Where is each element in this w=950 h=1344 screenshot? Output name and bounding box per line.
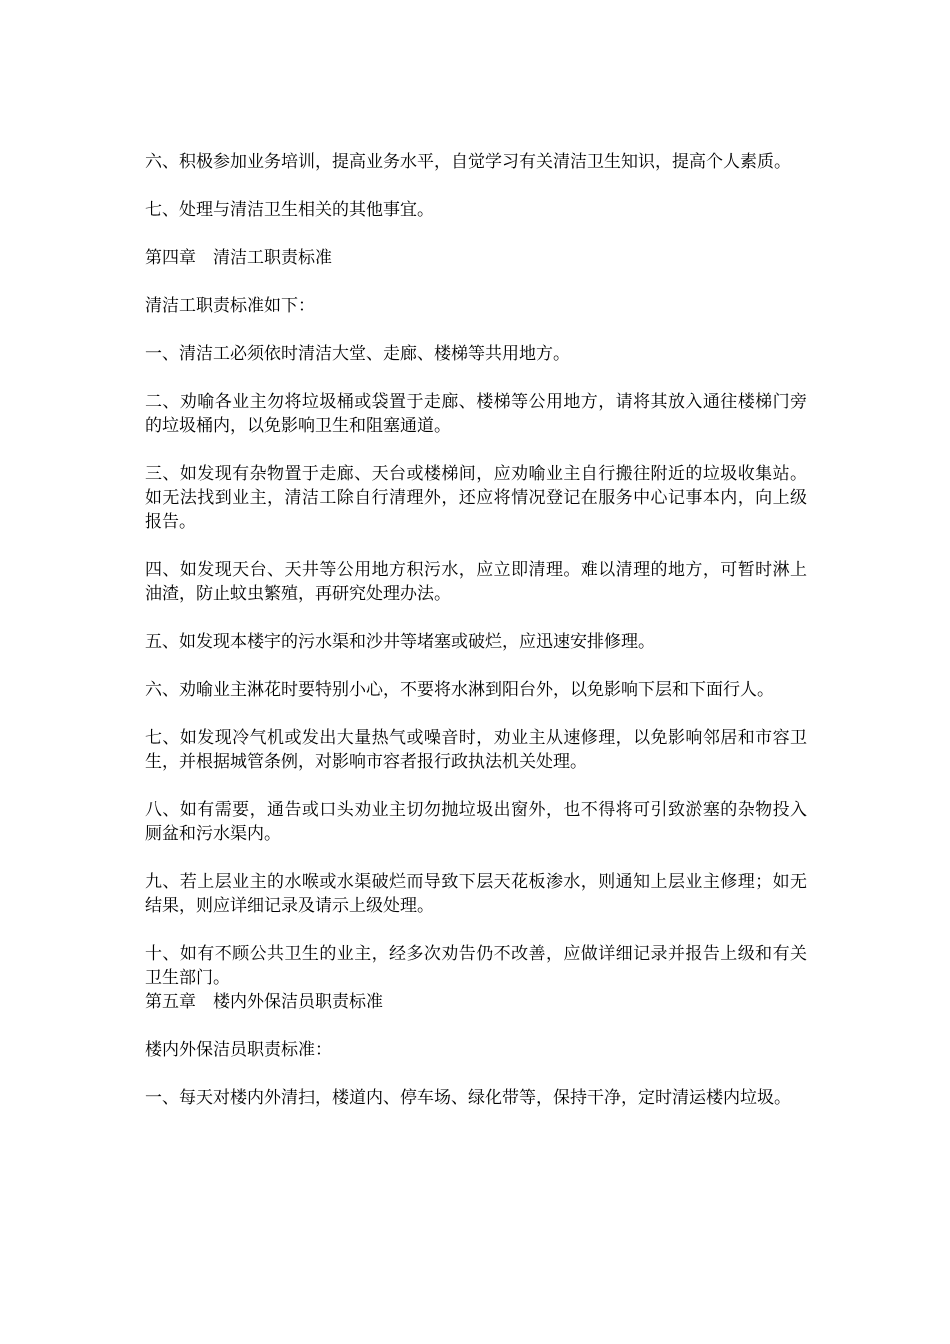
cleaner-item-1: 一、清洁工必须依时清洁大堂、走廊、楼梯等共用地方。 [145,344,570,364]
cleaner-item-5: 五、如发现本楼宇的污水渠和沙井等堵塞或破烂，应迅速安排修理。 [145,632,655,652]
paragraph-duty-6: 六、积极参加业务培训，提高业务水平，自觉学习有关清洁卫生知识，提高个人素质。 [145,152,791,172]
paragraph-duty-7: 七、处理与清洁卫生相关的其他事宜。 [145,200,434,220]
cleaner-item-6: 六、劝喻业主淋花时要特别小心，不要将水淋到阳台外，以免影响下层和下面行人。 [145,680,774,700]
chapter-4-heading: 第四章 清洁工职责标准 [145,248,332,268]
janitor-item-1: 一、每天对楼内外清扫，楼道内、停车场、绿化带等，保持干净，定时清运楼内垃圾。 [145,1088,791,1108]
chapter-5-heading: 第五章 楼内外保洁员职责标准 [145,992,383,1012]
cleaner-item-8: 八、如有需要，通告或口头劝业主切勿抛垃圾出窗外，也不得将可引致淤塞的杂物投入厕盆和污水渠内。 [145,800,807,844]
cleaner-item-10: 十、如有不顾公共卫生的业主，经多次劝告仍不改善，应做详细记录并报告上级和有关卫生部门。 [145,944,807,988]
section-intro-2: 楼内外保洁员职责标准： [145,1040,332,1060]
cleaner-item-7: 七、如发现冷气机或发出大量热气或噪音时，劝业主从速修理，以免影响邻居和市容卫生，并根据城管条例，对影响市容者报行政执法机关处理。 [145,728,807,772]
section-intro: 清洁工职责标准如下： [145,296,315,316]
cleaner-item-4: 四、如发现天台、天井等公用地方积污水，应立即清理。难以清理的地方，可暂时淋上油渣，防止蚊虫繁殖，再研究处理办法。 [145,560,807,604]
cleaner-item-2: 二、劝喻各业主勿将垃圾桶或袋置于走廊、楼梯等公用地方，请将其放入通往楼梯门旁的垃圾桶内，以免影响卫生和阻塞通道。 [145,392,807,436]
cleaner-item-3: 三、如发现有杂物置于走廊、天台或楼梯间，应劝喻业主自行搬往附近的垃圾收集站。如无法找到业主，清洁工除自行清理外，还应将情况登记在服务中心记事本内，向上级报告。 [145,464,807,532]
cleaner-item-9: 九、若上层业主的水喉或水渠破烂而导致下层天花板渗水，则通知上层业主修理；如无结果，则应详细记录及请示上级处理。 [145,872,807,916]
document-body [145,150,807,1134]
